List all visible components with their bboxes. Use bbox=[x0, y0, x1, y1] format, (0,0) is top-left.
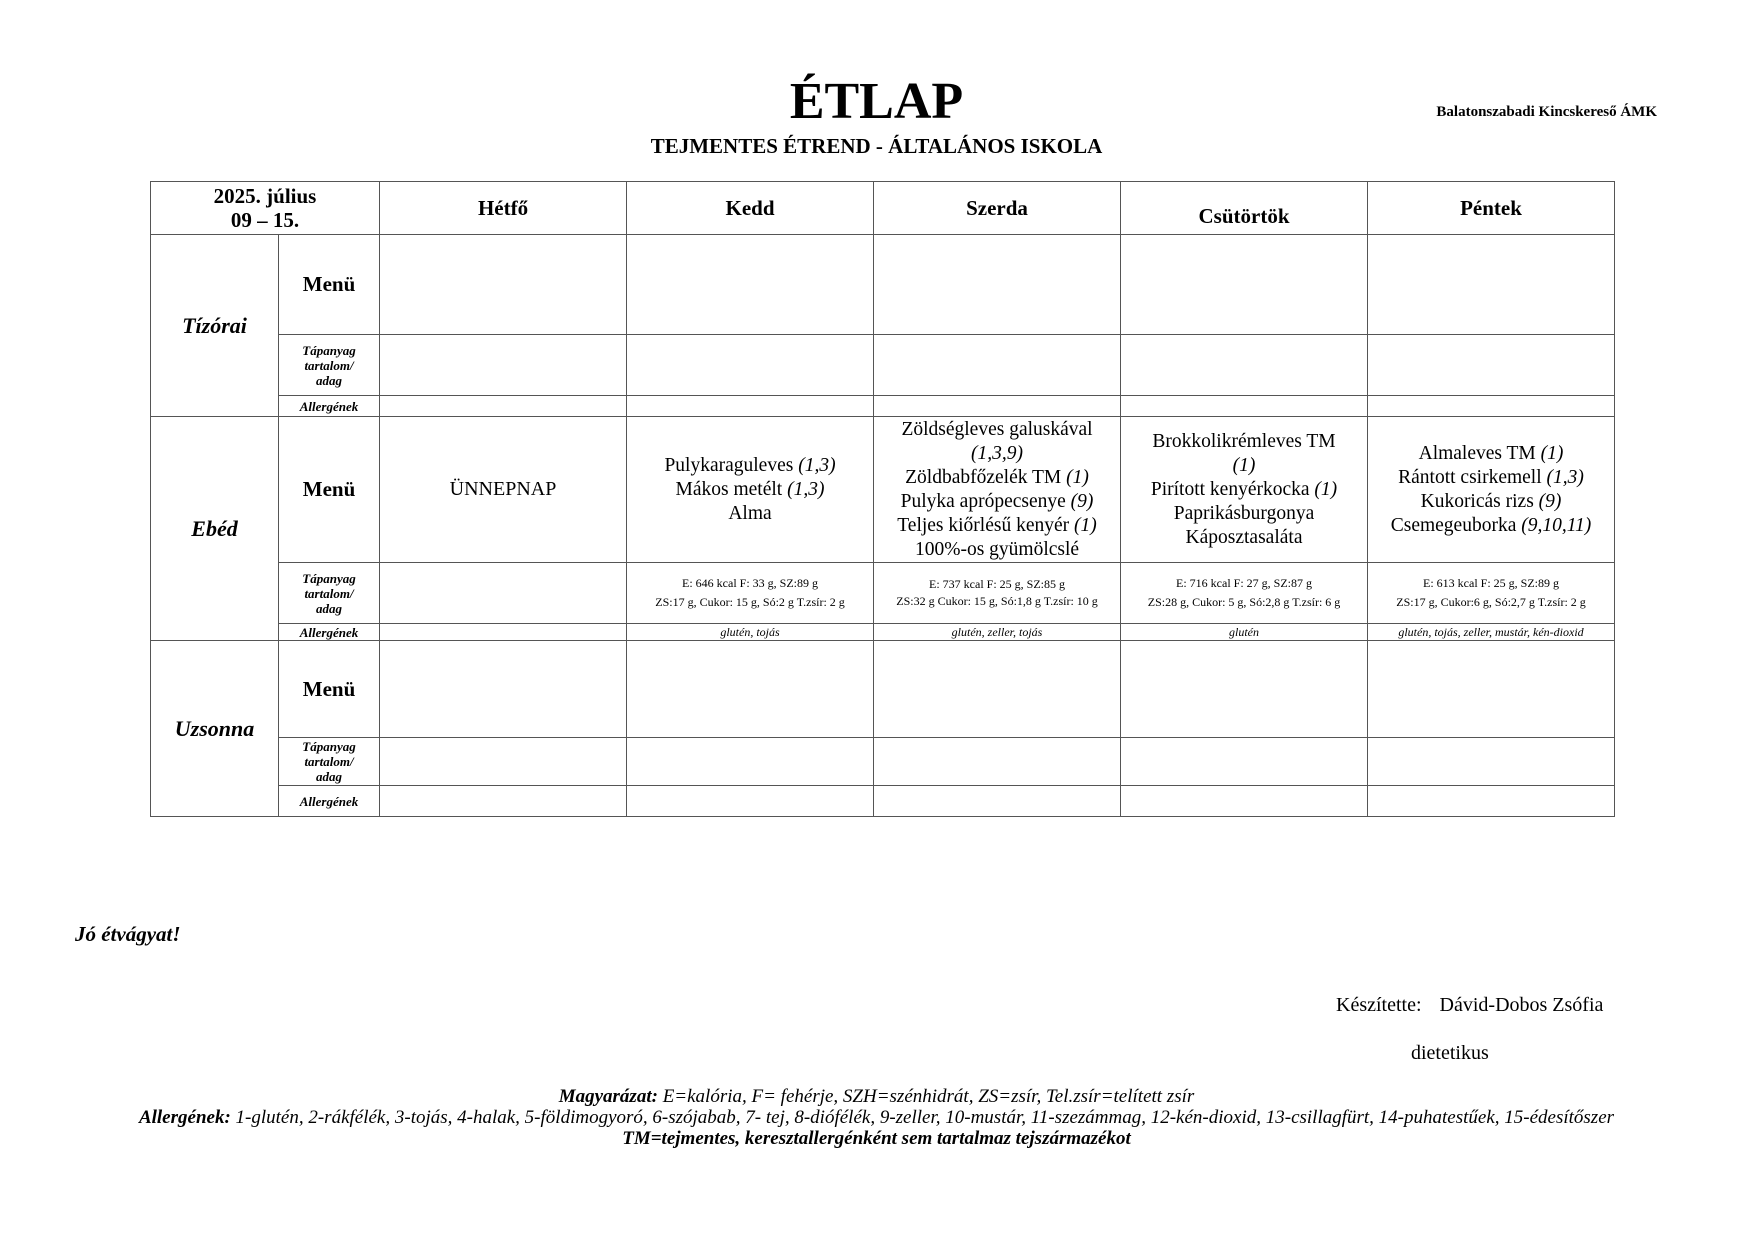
row-label-allergens: Allergének bbox=[279, 396, 380, 417]
nutrition-label-line-2: tartalom/ bbox=[304, 357, 354, 373]
menu-table bbox=[150, 181, 1615, 817]
dish-name: Zöldbabfőzelék TM bbox=[905, 466, 1062, 488]
prepared-by-label: Készítette: bbox=[1336, 994, 1422, 1016]
uzsonna-menu-friday bbox=[1368, 641, 1615, 738]
ebed-menu-tuesday bbox=[627, 417, 874, 563]
dish-name: Almaleves TM bbox=[1418, 442, 1536, 464]
tizorai-nutr-friday bbox=[1368, 335, 1615, 396]
row-label-allergens: Allergének bbox=[279, 786, 380, 817]
allergen-codes: (1) bbox=[1314, 478, 1338, 500]
dish-name: Alma bbox=[728, 502, 772, 524]
tizorai-allerg-friday bbox=[1368, 396, 1615, 417]
ebed-nutr-tuesday bbox=[627, 563, 874, 624]
allergen-codes: (9,10,11) bbox=[1521, 514, 1592, 536]
tm-note-text: TM=tejmentes, keresztallergénként sem tartalmaz tejszármazékot bbox=[622, 1128, 1131, 1149]
dish-name: Kukoricás rizs bbox=[1420, 490, 1534, 512]
nutrition-label-line-3: adag bbox=[316, 372, 342, 388]
ebed-allerg-monday bbox=[380, 624, 627, 641]
ebed-allerg-friday: glutén, tojás, zeller, mustár, kén-dioxid bbox=[1368, 624, 1615, 641]
dish: Brokkolikrémleves TM bbox=[1152, 430, 1336, 452]
ebed-nutr-wednesday bbox=[874, 563, 1121, 624]
allergen-codes: (1,3,9) bbox=[971, 442, 1024, 464]
dish bbox=[874, 466, 1120, 490]
meal-label-uzsonna: Uzsonna bbox=[151, 641, 279, 817]
ebed-nutrition-row bbox=[151, 563, 1615, 624]
ebed-menu-row bbox=[151, 417, 1615, 563]
nutrition-line: ZS:32 g Cukor: 15 g, Só:1,8 g T.zsír: 10 g bbox=[896, 594, 1098, 608]
ebed-nutr-monday bbox=[380, 563, 627, 624]
dish-name: Teljes kiőrlésű kenyér bbox=[897, 514, 1070, 536]
ebed-allerg-wednesday: glutén, zeller, tojás bbox=[874, 624, 1121, 641]
tizorai-menu-tuesday bbox=[627, 235, 874, 335]
nutrition-label-line-3: adag bbox=[316, 600, 342, 616]
uzsonna-menu-monday bbox=[380, 641, 627, 738]
ebed-menu-wednesday bbox=[874, 417, 1121, 563]
ebed-allerg-thursday: glutén bbox=[1121, 624, 1368, 641]
dish-name: Pulykaraguleves bbox=[664, 454, 794, 476]
footer-notes bbox=[100, 1086, 1653, 1149]
dish bbox=[1368, 442, 1614, 466]
tizorai-nutr-wednesday bbox=[874, 335, 1121, 396]
meal-label-tizorai: Tízórai bbox=[151, 235, 279, 417]
uzsonna-nutr-tuesday bbox=[627, 738, 874, 786]
nutrition-line: E: 646 kcal F: 33 g, SZ:89 g bbox=[682, 576, 819, 590]
dish bbox=[1368, 466, 1614, 490]
day-header-friday: Péntek bbox=[1368, 182, 1615, 235]
ebed-nutr-thursday bbox=[1121, 563, 1368, 624]
allergen-codes: (1) bbox=[1232, 454, 1256, 476]
dish bbox=[1121, 478, 1367, 502]
ebed-menu-thursday bbox=[1121, 417, 1368, 563]
dish bbox=[627, 502, 873, 526]
school-name: Balatonszabadi Kincskereső ÁMK bbox=[1436, 104, 1657, 120]
header-row bbox=[151, 182, 1615, 235]
tizorai-menu-thursday bbox=[1121, 235, 1368, 335]
uzsonna-allerg-friday bbox=[1368, 786, 1615, 817]
tizorai-allerg-wednesday bbox=[874, 396, 1121, 417]
uzsonna-allerg-thursday bbox=[1121, 786, 1368, 817]
row-label-nutrition bbox=[279, 738, 380, 786]
dish-name: Rántott csirkemell bbox=[1398, 466, 1542, 488]
dish bbox=[1368, 490, 1614, 514]
allergen-codes: (1,3) bbox=[787, 478, 825, 500]
tizorai-menu-wednesday bbox=[874, 235, 1121, 335]
allergen-codes: (9) bbox=[1070, 490, 1094, 512]
tizorai-menu-monday bbox=[380, 235, 627, 335]
dish: Káposztasaláta bbox=[1185, 526, 1303, 548]
date-cell bbox=[151, 182, 380, 235]
tizorai-menu-friday bbox=[1368, 235, 1615, 335]
nutrition-line: E: 613 kcal F: 25 g, SZ:89 g bbox=[1423, 576, 1560, 590]
ebed-menu-monday: ÜNNEPNAP bbox=[380, 417, 627, 563]
date-line-2: 09 – 15. bbox=[230, 208, 300, 232]
allergen-legend-label: Allergének: bbox=[138, 1107, 231, 1128]
prepared-by bbox=[1336, 994, 1603, 1017]
row-label-allergens: Allergének bbox=[279, 624, 380, 641]
row-label-menu: Menü bbox=[279, 641, 380, 738]
day-header-thursday: Csütörtök bbox=[1121, 182, 1368, 235]
uzsonna-allerg-wednesday bbox=[874, 786, 1121, 817]
row-label-nutrition bbox=[279, 563, 380, 624]
allergen-legend-text: 1-glutén, 2-rákfélék, 3-tojás, 4-halak, 5-földimogyoró, 6-szójabab, 7- tej, 8-diófélék, 9-zeller, 10-mustár, 11-szezámmag, 12-kén-dioxid, 13-csillagfürt, 14-puhatestűek, 15-édesítőszer bbox=[230, 1107, 1615, 1128]
ebed-allerg-tuesday: glutén, tojás bbox=[627, 624, 874, 641]
meal-label-ebed: Ebéd bbox=[151, 417, 279, 641]
tizorai-allergen-row bbox=[151, 396, 1615, 417]
tizorai-nutrition-row bbox=[151, 335, 1615, 396]
row-label-menu: Menü bbox=[279, 417, 380, 563]
legend-label: Magyarázat: bbox=[558, 1086, 658, 1107]
author-role: dietetikus bbox=[1411, 1042, 1489, 1064]
prepared-by-name: Dávid-Dobos Zsófia bbox=[1439, 994, 1604, 1016]
dish: 100%-os gyümölcslé bbox=[914, 538, 1080, 560]
tizorai-menu-row bbox=[151, 235, 1615, 335]
nutrition-line: ZS:17 g, Cukor:6 g, Só:2,7 g T.zsír: 2 g bbox=[1396, 595, 1586, 609]
ebed-menu-friday bbox=[1368, 417, 1615, 563]
allergen-codes: (1,3) bbox=[798, 454, 836, 476]
nutrition-line: ZS:28 g, Cukor: 5 g, Só:2,8 g T.zsír: 6 g bbox=[1147, 595, 1341, 609]
nutrition-label-line-3: adag bbox=[316, 769, 342, 784]
nutrition-label-line-2: tartalom/ bbox=[304, 754, 354, 769]
uzsonna-nutr-friday bbox=[1368, 738, 1615, 786]
dish-name: Pirított kenyérkocka bbox=[1150, 478, 1310, 500]
uzsonna-nutr-wednesday bbox=[874, 738, 1121, 786]
good-appetite-text: Jó étvágyat! bbox=[75, 922, 181, 946]
page-subtitle: TEJMENTES ÉTREND - ÁLTALÁNOS ISKOLA bbox=[650, 134, 1103, 158]
uzsonna-allerg-monday bbox=[380, 786, 627, 817]
tizorai-allerg-tuesday bbox=[627, 396, 874, 417]
ebed-allergen-row bbox=[151, 624, 1615, 641]
dish: Zöldségleves galuskával bbox=[901, 418, 1093, 440]
tizorai-allerg-thursday bbox=[1121, 396, 1368, 417]
dish-name: Csemegeuborka bbox=[1390, 514, 1517, 536]
dish-name: Pulyka aprópecsenye bbox=[900, 490, 1066, 512]
legend-line bbox=[100, 1086, 1653, 1107]
tizorai-nutr-tuesday bbox=[627, 335, 874, 396]
uzsonna-allerg-tuesday bbox=[627, 786, 874, 817]
allergen-codes: (1) bbox=[1540, 442, 1564, 464]
dish bbox=[874, 514, 1120, 538]
uzsonna-menu-tuesday bbox=[627, 641, 874, 738]
dish bbox=[874, 490, 1120, 514]
nutrition-label-line-1: Tápanyag bbox=[302, 342, 356, 358]
nutrition-line: E: 716 kcal F: 27 g, SZ:87 g bbox=[1176, 576, 1313, 590]
allergen-legend-line bbox=[100, 1107, 1653, 1128]
dish: Paprikásburgonya bbox=[1173, 502, 1315, 524]
uzsonna-allergen-row bbox=[151, 786, 1615, 817]
date-line-1: 2025. július bbox=[213, 184, 317, 208]
tizorai-nutr-monday bbox=[380, 335, 627, 396]
allergen-codes: (1) bbox=[1066, 466, 1089, 488]
day-header-monday: Hétfő bbox=[380, 182, 627, 235]
uzsonna-menu-thursday bbox=[1121, 641, 1368, 738]
allergen-codes: (1,3) bbox=[1546, 466, 1584, 488]
page-title: ÉTLAP bbox=[789, 73, 964, 130]
legend-text: E=kalória, F= fehérje, SZH=szénhidrát, ZS=zsír, Tel.zsír=telített zsír bbox=[657, 1086, 1195, 1107]
dish bbox=[627, 478, 873, 502]
allergen-codes: (1) bbox=[1074, 514, 1097, 536]
row-label-nutrition bbox=[279, 335, 380, 396]
uzsonna-nutr-monday bbox=[380, 738, 627, 786]
nutrition-line: E: 737 kcal F: 25 g, SZ:85 g bbox=[929, 577, 1066, 591]
nutrition-label-line-2: tartalom/ bbox=[304, 585, 354, 601]
nutrition-label-line-1: Tápanyag bbox=[302, 739, 356, 754]
uzsonna-nutrition-row bbox=[151, 738, 1615, 786]
dish bbox=[627, 454, 873, 478]
tizorai-allerg-monday bbox=[380, 396, 627, 417]
day-header-wednesday: Szerda bbox=[874, 182, 1121, 235]
tm-note bbox=[100, 1128, 1653, 1149]
dish bbox=[1368, 514, 1614, 538]
day-header-tuesday: Kedd bbox=[627, 182, 874, 235]
uzsonna-menu-wednesday bbox=[874, 641, 1121, 738]
uzsonna-menu-row bbox=[151, 641, 1615, 738]
nutrition-line: ZS:17 g, Cukor: 15 g, Só:2 g T.zsír: 2 g bbox=[655, 595, 845, 609]
nutrition-label-line-1: Tápanyag bbox=[302, 570, 356, 586]
uzsonna-nutr-thursday bbox=[1121, 738, 1368, 786]
allergen-codes: (9) bbox=[1538, 490, 1562, 512]
tizorai-nutr-thursday bbox=[1121, 335, 1368, 396]
dish-name: Mákos metélt bbox=[675, 478, 783, 500]
ebed-nutr-friday bbox=[1368, 563, 1615, 624]
row-label-menu: Menü bbox=[279, 235, 380, 335]
